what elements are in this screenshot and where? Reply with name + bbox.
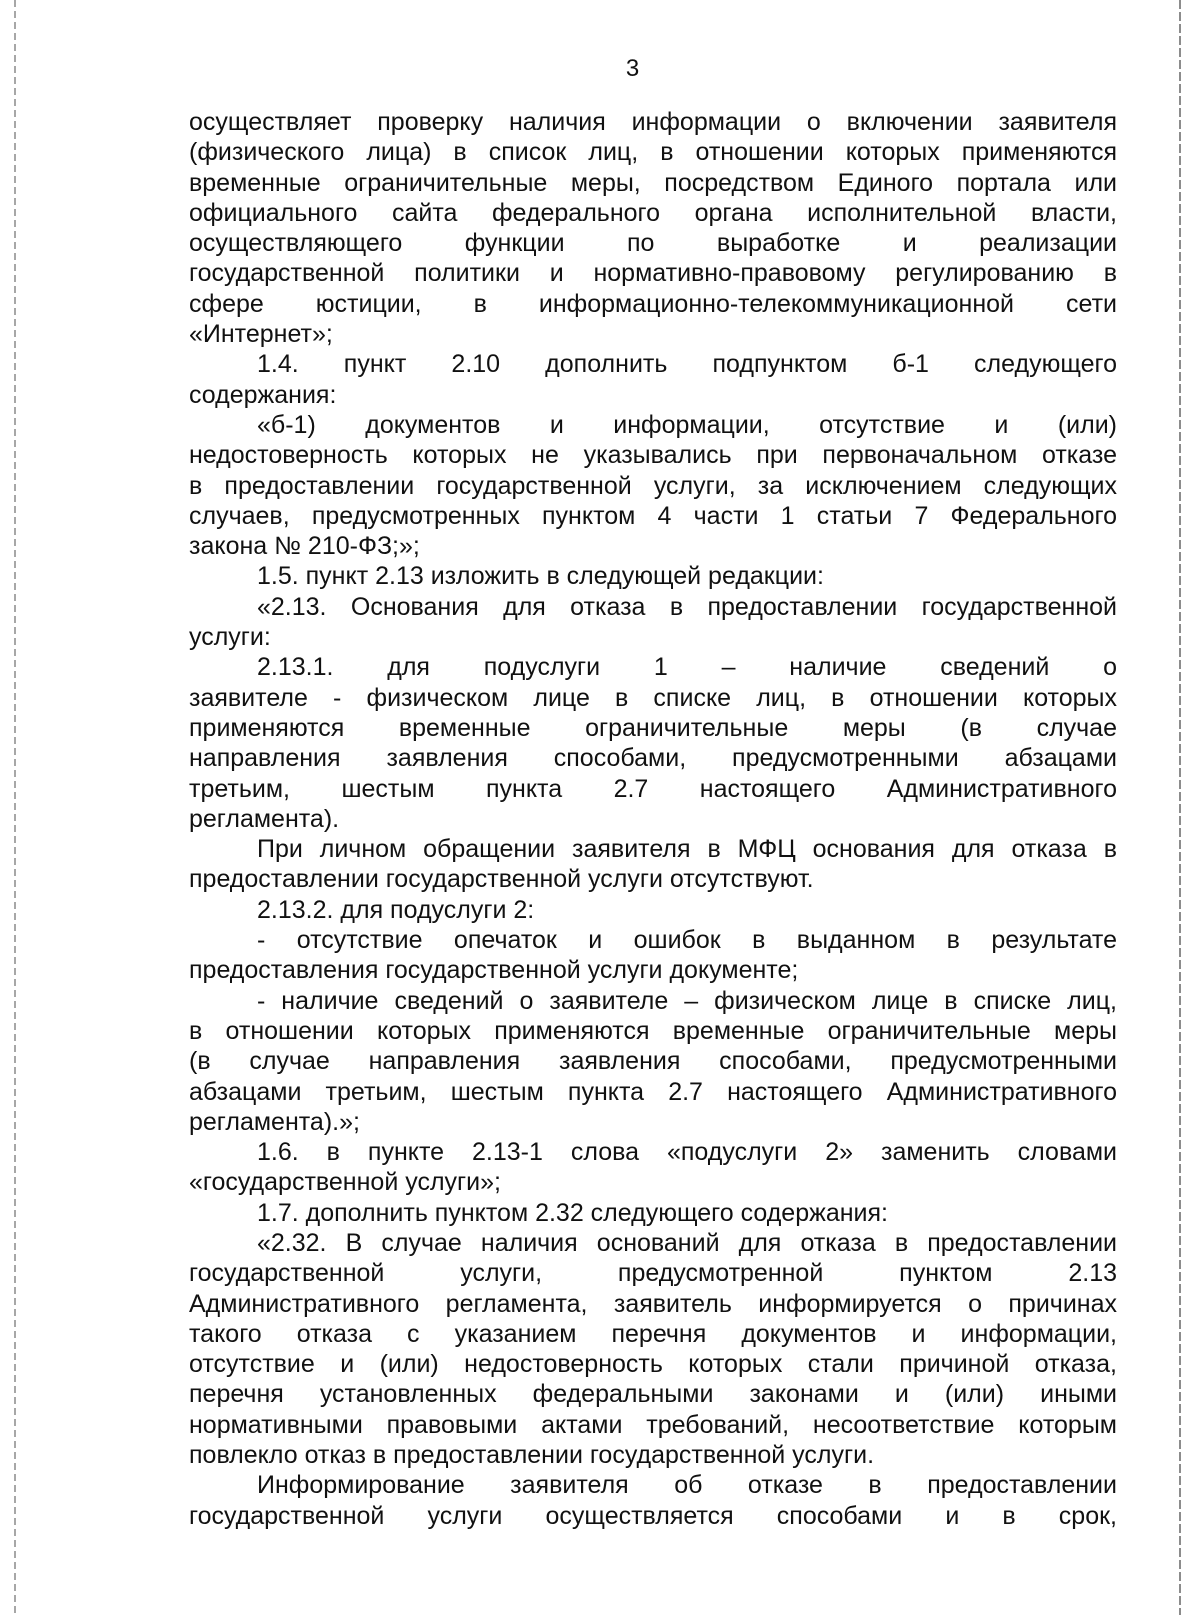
text-line: такого отказа с указанием перечня документов и информации, <box>189 1319 1117 1348</box>
text-line: абзацами третьим, шестым пункта 2.7 настоящего Административного <box>189 1077 1117 1106</box>
text-line: «государственной услуги»; <box>189 1168 501 1197</box>
text-line: в отношении которых применяются временные ограничительные меры <box>189 1016 1117 1045</box>
text-line: нормативными правовыми актами требований, несоответствие которым <box>189 1410 1117 1439</box>
scan-edge-left <box>14 0 16 1615</box>
text-line: предоставлении государственной услуги отсутствуют. <box>189 865 814 894</box>
text-line: предоставления государственной услуги документе; <box>189 956 799 985</box>
text-line: 2.13.2. для подуслуги 2: <box>257 895 535 924</box>
text-line: повлекло отказ в предоставлении государственной услуги. <box>189 1441 875 1470</box>
text-line: «Интернет»; <box>189 320 333 349</box>
text-line: Административного регламента, заявитель информируется о причинах <box>189 1289 1117 1318</box>
text-line: - отсутствие опечаток и ошибок в выданном в результате <box>257 926 1117 955</box>
text-line: государственной услуги осуществляется способами и в срок, <box>189 1501 1117 1530</box>
text-line: 2.13.1. для подуслуги 1 – наличие сведений о <box>257 653 1117 682</box>
text-line: отсутствие и (или) недостоверность которых стали причиной отказа, <box>189 1350 1117 1379</box>
text-line: При личном обращении заявителя в МФЦ основания для отказа в <box>257 835 1117 864</box>
text-line: случаев, предусмотренных пунктом 4 части 1 статьи 7 Федерального <box>189 501 1117 530</box>
text-line: временные ограничительные меры, посредством Единого портала или <box>189 168 1117 197</box>
text-line: сфере юстиции, в информационно-телекоммуникационной сети <box>189 289 1117 318</box>
text-line: регламента). <box>189 804 340 833</box>
scan-edge-right <box>1179 0 1181 1615</box>
text-line: применяются временные ограничительные меры (в случае <box>189 713 1117 742</box>
text-line: услуги: <box>189 623 271 652</box>
text-line: Информирование заявителя об отказе в предоставлении <box>257 1471 1117 1500</box>
text-line: содержания: <box>189 380 337 409</box>
text-line: 1.7. дополнить пунктом 2.32 следующего содержания: <box>257 1198 888 1227</box>
document-text <box>189 107 1117 1531</box>
text-line: закона № 210-ФЗ;»; <box>189 532 420 561</box>
text-line: заявителе - физическом лице в списке лиц, в отношении которых <box>189 683 1117 712</box>
text-line: государственной услуги, предусмотренной пунктом 2.13 <box>189 1259 1117 1288</box>
text-line: официального сайта федерального органа исполнительной власти, <box>189 198 1117 227</box>
text-line: осуществляет проверку наличия информации о включении заявителя <box>189 108 1117 136</box>
text-line: регламента).»; <box>189 1107 360 1136</box>
text-line: государственной политики и нормативно-правовому регулированию в <box>189 259 1117 288</box>
text-line: - наличие сведений о заявителе – физическом лице в списке лиц, <box>257 986 1117 1015</box>
text-line: в предоставлении государственной услуги, за исключением следующих <box>189 471 1117 500</box>
text-line: «2.32. В случае наличия оснований для отказа в предоставлении <box>257 1228 1117 1257</box>
text-line: «2.13. Основания для отказа в предоставлении государственной <box>257 592 1117 621</box>
page-number: 3 <box>625 55 640 82</box>
text-line: направления заявления способами, предусмотренными абзацами <box>189 744 1117 773</box>
text-line: 1.4. пункт 2.10 дополнить подпунктом б-1 следующего <box>257 350 1117 379</box>
text-line: 1.6. в пункте 2.13-1 слова «подуслуги 2» заменить словами <box>257 1138 1117 1167</box>
text-line: осуществляющего функции по выработке и реализации <box>189 229 1117 258</box>
text-line: недостоверность которых не указывались при первоначальном отказе <box>189 441 1117 470</box>
text-line: третьим, шестым пункта 2.7 настоящего Административного <box>189 774 1117 803</box>
text-line: (в случае направления заявления способами, предусмотренными <box>189 1047 1117 1076</box>
text-line: «б-1) документов и информации, отсутствие и (или) <box>257 410 1117 439</box>
text-line: 1.5. пункт 2.13 изложить в следующей редакции: <box>257 562 824 591</box>
text-line: перечня установленных федеральными законами и (или) иными <box>189 1380 1117 1409</box>
text-line: (физического лица) в список лиц, в отношении которых применяются <box>189 138 1117 167</box>
